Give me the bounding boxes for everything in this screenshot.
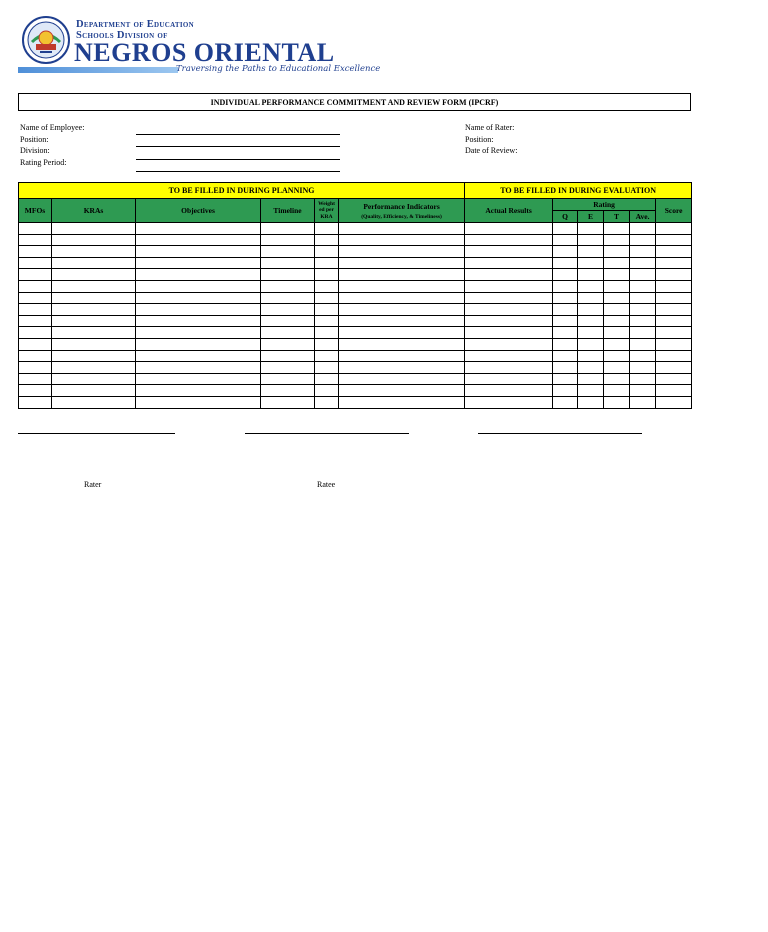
table-cell[interactable] [261,246,315,258]
table-row [19,327,692,339]
table-cell[interactable] [315,257,339,269]
table-cell[interactable] [553,327,578,339]
col-objectives: Objectives [136,199,261,223]
table-cell[interactable] [604,315,630,327]
table-cell[interactable] [339,350,465,362]
table-cell[interactable] [578,338,604,350]
table-cell[interactable] [656,385,692,397]
table-row [19,315,692,327]
division-tagline: Traversing the Paths to Educational Excellence [176,64,381,74]
table-cell[interactable] [578,304,604,316]
table-cell[interactable] [52,269,136,281]
table-cell[interactable] [656,396,692,408]
table-cell[interactable] [604,280,630,292]
table-cell[interactable] [261,350,315,362]
table-cell[interactable] [339,327,465,339]
table-cell[interactable] [52,315,136,327]
table-cell[interactable] [604,338,630,350]
table-cell[interactable] [465,373,553,385]
table-cell[interactable] [553,269,578,281]
table-cell[interactable] [604,269,630,281]
rater-name-label: Name of Rater: [465,123,515,132]
table-cell[interactable] [261,304,315,316]
table-cell[interactable] [315,280,339,292]
table-cell[interactable] [604,396,630,408]
table-cell[interactable] [136,234,261,246]
table-row [19,257,692,269]
rating-period-label: Rating Period: [20,157,67,167]
table-cell[interactable] [136,246,261,258]
table-row [19,246,692,258]
table-cell[interactable] [52,246,136,258]
col-rating-t: T [604,211,630,223]
table-cell[interactable] [315,246,339,258]
table-cell[interactable] [553,257,578,269]
table-cell[interactable] [315,292,339,304]
table-cell[interactable] [656,246,692,258]
table-cell[interactable] [52,280,136,292]
table-cell[interactable] [578,327,604,339]
col-performance-indicators-sub: (Quality, Efficiency, & Timeliness) [361,213,442,220]
table-cell[interactable] [604,350,630,362]
table-cell[interactable] [339,223,465,235]
table-cell[interactable] [604,304,630,316]
table-cell[interactable] [261,396,315,408]
table-cell[interactable] [339,234,465,246]
table-cell[interactable] [315,327,339,339]
division-name: NEGROS ORIENTAL [74,38,335,67]
table-cell[interactable] [19,338,52,350]
table-cell[interactable] [630,362,656,374]
table-cell[interactable] [630,246,656,258]
table-cell[interactable] [52,396,136,408]
table-row [19,292,692,304]
table-row [19,396,692,408]
table-cell[interactable] [553,338,578,350]
table-cell[interactable] [315,315,339,327]
table-cell[interactable] [315,338,339,350]
table-cell[interactable] [604,385,630,397]
table-cell[interactable] [261,234,315,246]
col-performance-indicators [339,199,465,223]
table-cell[interactable] [630,373,656,385]
table-cell[interactable] [465,350,553,362]
table-cell[interactable] [19,385,52,397]
table-cell[interactable] [52,223,136,235]
col-mfos: MFOs [19,199,52,223]
rating-period-field[interactable] [136,160,340,173]
table-row [19,362,692,374]
table-cell[interactable] [315,385,339,397]
table-cell[interactable] [578,269,604,281]
table-row [19,385,692,397]
table-cell[interactable] [656,304,692,316]
table-cell[interactable] [339,385,465,397]
table-cell[interactable] [315,234,339,246]
table-cell[interactable] [19,362,52,374]
table-cell[interactable] [578,373,604,385]
table-cell[interactable] [136,223,261,235]
employee-name-label: Name of Employee: [20,123,85,132]
table-cell[interactable] [261,385,315,397]
table-cell[interactable] [630,269,656,281]
table-cell[interactable] [578,223,604,235]
table-cell[interactable] [339,257,465,269]
table-cell[interactable] [19,350,52,362]
table-cell[interactable] [604,373,630,385]
table-cell[interactable] [578,257,604,269]
table-body [19,223,692,409]
table-cell[interactable] [604,362,630,374]
table-cell[interactable] [630,327,656,339]
table-cell[interactable] [630,350,656,362]
table-cell[interactable] [656,257,692,269]
table-cell[interactable] [19,396,52,408]
table-cell[interactable] [315,373,339,385]
division-line: Schools Division of [76,30,168,41]
table-cell[interactable] [136,385,261,397]
table-cell[interactable] [19,292,52,304]
table-cell[interactable] [19,269,52,281]
table-cell[interactable] [339,246,465,258]
table-cell[interactable] [630,257,656,269]
table-cell[interactable] [578,385,604,397]
table-cell[interactable] [630,315,656,327]
col-rating-e: E [578,211,604,223]
table-cell[interactable] [656,223,692,235]
table-cell[interactable] [465,362,553,374]
table-cell[interactable] [553,396,578,408]
table-cell[interactable] [339,396,465,408]
rater-label: Rater [84,480,102,489]
table-cell[interactable] [630,292,656,304]
table-cell[interactable] [52,338,136,350]
table-cell[interactable] [656,362,692,374]
table-cell[interactable] [553,362,578,374]
table-cell[interactable] [553,350,578,362]
table-cell[interactable] [136,315,261,327]
table-cell[interactable] [315,223,339,235]
table-cell[interactable] [52,304,136,316]
table-row [19,280,692,292]
table-cell[interactable] [553,385,578,397]
table-cell[interactable] [261,315,315,327]
table-row [19,350,692,362]
table-cell[interactable] [553,246,578,258]
table-cell[interactable] [339,338,465,350]
department-line: Department of Education [76,19,195,30]
table-cell[interactable] [465,304,553,316]
col-weight: Weight ed per KRA [315,199,339,223]
table-cell[interactable] [19,315,52,327]
col-rating-ave: Ave. [630,211,656,223]
table-cell[interactable] [19,373,52,385]
table-cell[interactable] [656,373,692,385]
employee-division-label: Division: [20,146,50,156]
table-cell[interactable] [136,362,261,374]
table-cell[interactable] [630,280,656,292]
col-actual-results: Actual Results [465,199,553,223]
table-cell[interactable] [261,269,315,281]
table-cell[interactable] [578,292,604,304]
logo-bar [18,67,178,73]
table-cell[interactable] [339,269,465,281]
table-cell[interactable] [339,280,465,292]
table-cell[interactable] [553,373,578,385]
table-cell[interactable] [19,234,52,246]
table-cell[interactable] [604,327,630,339]
table-cell[interactable] [465,234,553,246]
table-cell[interactable] [136,257,261,269]
table-cell[interactable] [656,315,692,327]
table-cell[interactable] [656,338,692,350]
rater-position-label: Position: [465,134,494,144]
ratee-label: Ratee [317,480,336,489]
table-cell[interactable] [19,304,52,316]
table-cell[interactable] [656,269,692,281]
table-cell[interactable] [261,257,315,269]
table-cell[interactable] [19,223,52,235]
rater-info [465,122,517,157]
table-row [19,304,692,316]
table-cell[interactable] [630,234,656,246]
table-cell[interactable] [465,246,553,258]
table-cell[interactable] [656,292,692,304]
table-cell[interactable] [553,234,578,246]
table-cell[interactable] [136,304,261,316]
table-cell[interactable] [19,280,52,292]
table-cell[interactable] [553,223,578,235]
table-cell[interactable] [578,246,604,258]
table-cell[interactable] [52,385,136,397]
table-cell[interactable] [656,327,692,339]
table-cell[interactable] [261,338,315,350]
table-cell[interactable] [604,292,630,304]
table-cell[interactable] [136,373,261,385]
table-cell[interactable] [465,223,553,235]
table-cell[interactable] [136,338,261,350]
table-cell[interactable] [465,280,553,292]
table-cell[interactable] [52,327,136,339]
table-cell[interactable] [630,338,656,350]
table-cell[interactable] [656,234,692,246]
table-cell[interactable] [19,246,52,258]
table-cell[interactable] [52,292,136,304]
table-cell[interactable] [465,315,553,327]
table-cell[interactable] [578,234,604,246]
signature-line-2[interactable] [245,433,409,434]
table-row [19,269,692,281]
review-date-label: Date of Review: [465,146,518,156]
table-row [19,373,692,385]
form-title: INDIVIDUAL PERFORMANCE COMMITMENT AND REVIEW FORM (IPCRF) [18,93,691,111]
signature-line-3[interactable] [478,433,642,434]
employee-info [20,122,84,168]
table-cell[interactable] [315,269,339,281]
table-cell[interactable] [465,327,553,339]
table-cell[interactable] [553,315,578,327]
table-cell[interactable] [656,350,692,362]
table-cell[interactable] [630,385,656,397]
col-score: Score [656,199,692,223]
table-cell[interactable] [465,396,553,408]
table-cell[interactable] [578,362,604,374]
table-cell[interactable] [553,292,578,304]
table-cell[interactable] [578,396,604,408]
ipcrf-table [18,182,692,409]
signature-line-1[interactable] [18,433,175,434]
col-rating-q: Q [553,211,578,223]
table-cell[interactable] [339,315,465,327]
table-cell[interactable] [136,292,261,304]
col-rating: Rating [553,199,656,211]
table-cell[interactable] [315,396,339,408]
table-cell[interactable] [19,257,52,269]
table-cell[interactable] [52,234,136,246]
col-kras: KRAs [52,199,136,223]
table-cell[interactable] [136,350,261,362]
table-cell[interactable] [136,327,261,339]
table-cell[interactable] [578,350,604,362]
division-logo [18,14,381,78]
table-cell[interactable] [339,292,465,304]
planning-header: TO BE FILLED IN DURING PLANNING [19,183,465,199]
table-cell[interactable] [52,350,136,362]
table-cell[interactable] [630,396,656,408]
table-cell[interactable] [604,223,630,235]
table-cell[interactable] [315,304,339,316]
table-cell[interactable] [52,362,136,374]
table-cell[interactable] [630,304,656,316]
table-cell[interactable] [339,362,465,374]
table-cell[interactable] [339,304,465,316]
table-cell[interactable] [261,327,315,339]
table-cell[interactable] [52,373,136,385]
employee-position-field[interactable] [136,135,340,148]
table-cell[interactable] [339,373,465,385]
table-cell[interactable] [315,350,339,362]
table-cell[interactable] [604,246,630,258]
table-cell[interactable] [465,385,553,397]
table-cell[interactable] [656,280,692,292]
table-cell[interactable] [261,292,315,304]
table-cell[interactable] [604,257,630,269]
table-cell[interactable] [465,338,553,350]
table-cell[interactable] [261,280,315,292]
table-row [19,223,692,235]
table-cell[interactable] [261,373,315,385]
table-row [19,338,692,350]
table-cell[interactable] [19,327,52,339]
deped-seal-icon [22,16,70,64]
employee-division-field[interactable] [136,147,340,160]
table-cell[interactable] [136,269,261,281]
table-cell[interactable] [465,292,553,304]
table-cell[interactable] [465,269,553,281]
table-cell[interactable] [136,396,261,408]
employee-position-label: Position: [20,134,49,144]
table-cell[interactable] [52,257,136,269]
table-cell[interactable] [604,234,630,246]
table-cell[interactable] [553,280,578,292]
table-row [19,234,692,246]
table-cell[interactable] [315,362,339,374]
employee-name-field[interactable] [136,122,340,135]
table-cell[interactable] [261,223,315,235]
employee-info-lines [136,122,340,172]
table-cell[interactable] [630,223,656,235]
table-cell[interactable] [578,315,604,327]
table-cell[interactable] [136,280,261,292]
col-performance-indicators-title: Performance Indicators [363,201,440,211]
evaluation-header: TO BE FILLED IN DURING EVALUATION [465,183,692,199]
table-cell[interactable] [578,280,604,292]
col-timeline: Timeline [261,199,315,223]
table-cell[interactable] [465,257,553,269]
table-cell[interactable] [553,304,578,316]
table-cell[interactable] [261,362,315,374]
